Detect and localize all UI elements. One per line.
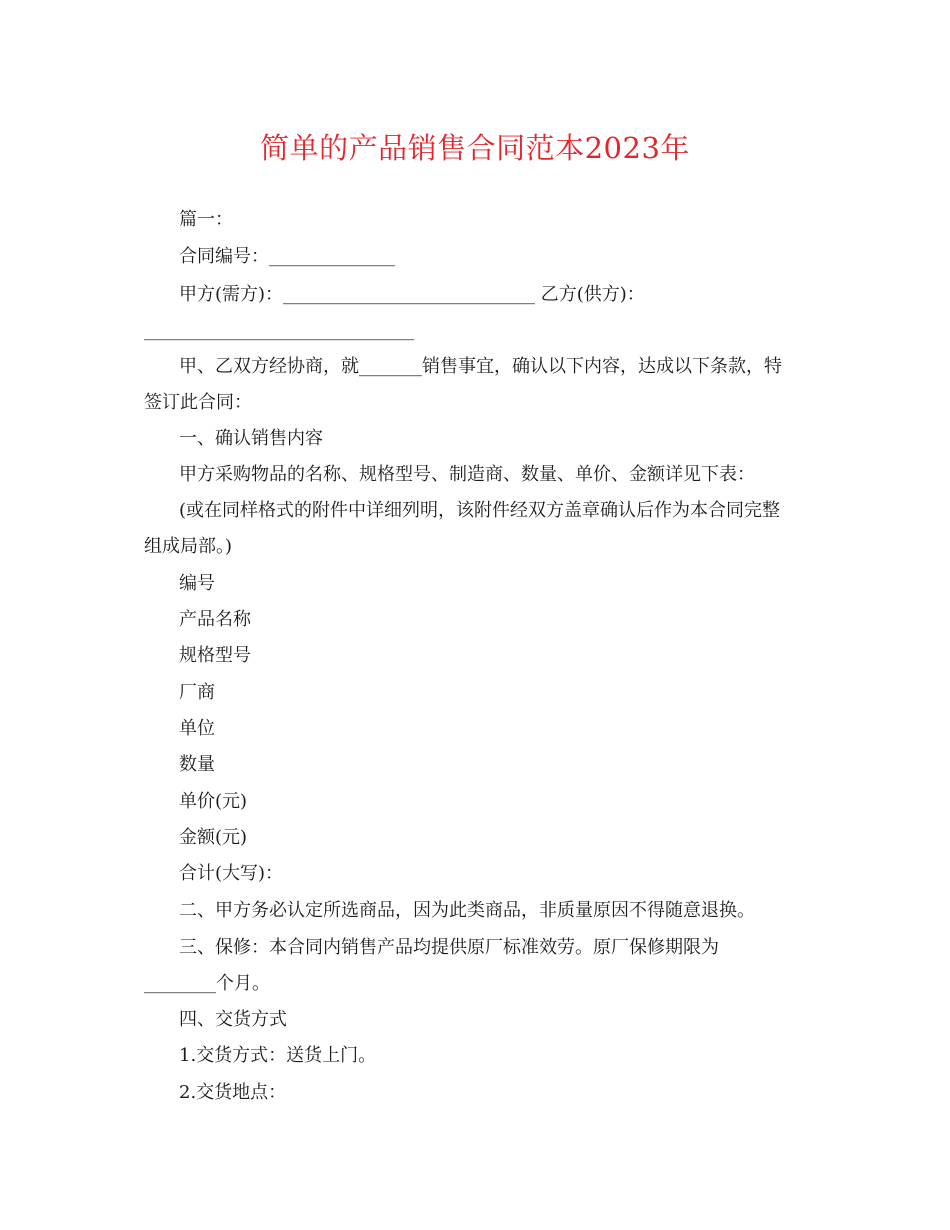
table-field-product-name: 产品名称 bbox=[179, 609, 251, 630]
table-field-quantity: 数量 bbox=[179, 754, 215, 775]
preamble-line-2: 签订此合同： bbox=[144, 392, 252, 413]
section-label-part-one: 篇一： bbox=[179, 209, 233, 230]
table-field-unit-price: 单价(元) bbox=[179, 791, 248, 812]
section-2-paragraph: 二、甲方务必认定所选商品，因为此类商品，非质量原因不得随意退换。 bbox=[179, 900, 755, 921]
section-3-paragraph-line-1: 三、保修：本合同内销售产品均提供原厂标准效劳。原厂保修期限为 bbox=[179, 937, 719, 958]
table-field-number: 编号 bbox=[179, 573, 215, 594]
delivery-method-line: 1.交货方式：送货上门。 bbox=[179, 1045, 377, 1066]
table-field-amount: 金额(元) bbox=[179, 827, 248, 848]
delivery-location-line: 2.交货地点： bbox=[179, 1082, 287, 1103]
document-title: 简单的产品销售合同范本2023年 bbox=[260, 131, 690, 165]
attachment-note-line-2: 组成局部。) bbox=[144, 536, 233, 557]
section-4-heading: 四、交货方式 bbox=[179, 1009, 287, 1030]
attachment-note-line-1: (或在同样格式的附件中详细列明，该附件经双方盖章确认后作为本合同完整 bbox=[179, 500, 781, 521]
table-field-total: 合计(大写)： bbox=[179, 863, 284, 884]
party-b-blank-line: ______________________________ bbox=[144, 320, 414, 341]
section-3-paragraph-line-2: ________个月。 bbox=[144, 973, 270, 994]
table-field-spec-model: 规格型号 bbox=[179, 645, 251, 666]
section-1-heading: 一、确认销售内容 bbox=[179, 428, 323, 449]
preamble-line-1: 甲、乙双方经协商，就_______销售事宜，确认以下内容，达成以下条款，特 bbox=[179, 356, 782, 377]
contract-number-line: 合同编号：______________ bbox=[179, 246, 395, 267]
section-1-paragraph: 甲方采购物品的名称、规格型号、制造商、数量、单价、金额详见下表： bbox=[179, 464, 755, 485]
table-field-manufacturer: 厂商 bbox=[179, 682, 215, 703]
parties-line: 甲方(需方)：____________________________ 乙方(供方)： bbox=[179, 284, 645, 305]
table-field-unit: 单位 bbox=[179, 718, 215, 739]
